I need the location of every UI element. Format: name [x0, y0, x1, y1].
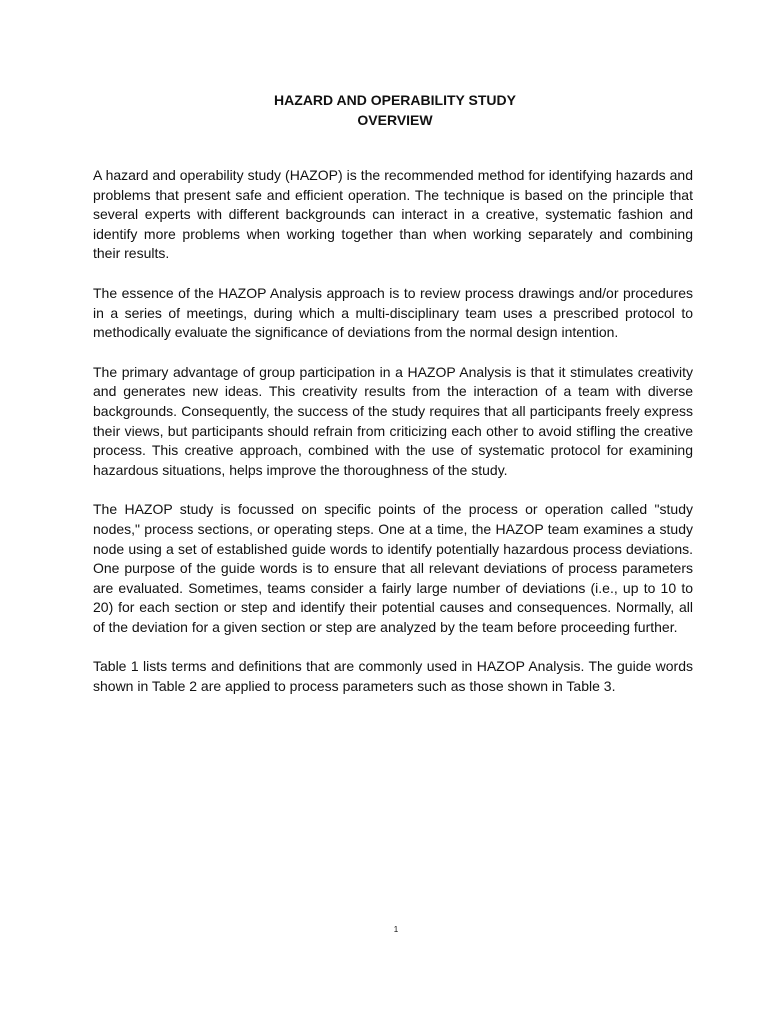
- paragraph-4: The HAZOP study is focussed on specific points of the process or operation called "study nodes," process sections, or operating steps. One at a time, the HAZOP team examines a study node using a set of established guide words to identify potentially hazardous process deviations. One purpose of the guide words is to ensure that all relevant deviations of process parameters are evaluated. Sometimes, teams consider a fairly large number of deviations (i.e., up to 10 to 20) for each section or step and identify their potential causes and consequences. Normally, all of the deviation for a given section or step are analyzed by the team before proceeding further.: [93, 501, 693, 635]
- document-title: [0, 90, 768, 130]
- paragraph-5: Table 1 lists terms and definitions that are commonly used in HAZOP Analysis. The guide words shown in Table 2 are applied to process parameters such as those shown in Table 3.: [93, 658, 693, 695]
- document-body: [93, 166, 693, 697]
- title-line-1: HAZARD AND OPERABILITY STUDY: [274, 92, 516, 108]
- page-number: 1: [393, 925, 399, 934]
- title-line-2: OVERVIEW: [357, 112, 433, 128]
- paragraph-3: The primary advantage of group participation in a HAZOP Analysis is that it stimulates creativity and generates new ideas. This creativity results from the interaction of a team with diverse backgrounds. Consequently, the success of the study requires that all participants freely express their views, but participants should refrain from criticizing each other to avoid stifling the creative process. This creative approach, combined with the use of systematic protocol for examining hazardous situations, helps improve the thoroughness of the study.: [93, 363, 693, 478]
- paragraph-2: The essence of the HAZOP Analysis approach is to review process drawings and/or procedures in a series of meetings, during which a multi-disciplinary team uses a prescribed protocol to methodically evaluate the significance of deviations from the normal design intention.: [93, 284, 693, 341]
- paragraph-1: A hazard and operability study (HAZOP) is the recommended method for identifying hazards and problems that present safe and efficient operation. The technique is based on the principle that several experts with different backgrounds can interact in a creative, systematic fashion and identify more problems when working together than when working separately and combining their results.: [93, 167, 693, 262]
